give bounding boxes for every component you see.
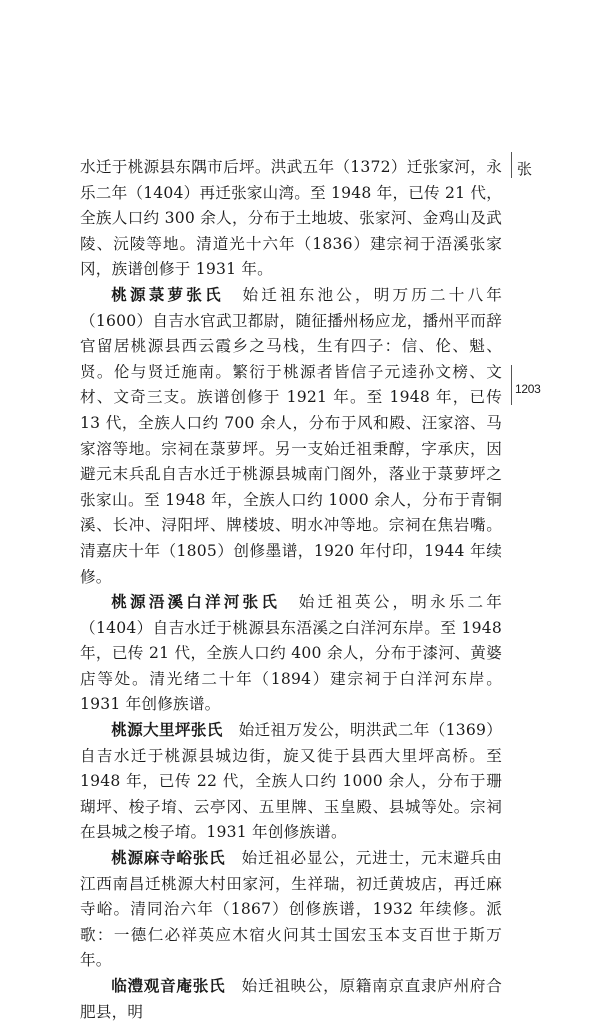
side-rule-top — [511, 152, 512, 178]
entry-heading: 桃源浯溪白洋河张氏 — [111, 593, 280, 612]
side-index-label: 张 — [517, 160, 533, 178]
entry-heading: 桃源麻寺峪张氏 — [111, 849, 226, 868]
paragraph-body: 始迁祖映公，原籍南京直隶庐州府合肥县，明 — [80, 977, 503, 1021]
paragraph-continuation — [80, 155, 502, 283]
paragraph-entry — [80, 718, 502, 846]
entry-heading: 临澧观音庵张氏 — [111, 977, 226, 995]
paragraph-body: 始迁祖东池公，明万历二十八年（1600）自吉水官武卫都尉，随征播州杨应龙，播州平而辞官留居桃源县西云霞乡之马栈，生有四子：信、伦、魁、贤。伦与贤迁施南。繁衍于桃源者皆信子元逵孙文榜、文材、文奇三支。族谱创修于 1921 年。至 1948 年，已传 13 代，全族人口约 700 余人，分布于风和殿、汪家溶、马家溶等地。宗祠在菉萝坪。另一支始迁祖秉醇，字承庆，因避元末兵乱自吉水迁于桃源县城南门阁外，落业于菉萝坪之张家山。至 1948 年，全族人口约 1000 余人，分布于青铜溪、长冲、浔阳坪、牌楼坡、明水冲等地。宗祠在焦岩嘴。清嘉庆十年（1805）创修墨谱，1920 年付印，1944 年续修。 — [80, 285, 502, 586]
paragraph-entry — [80, 846, 502, 974]
paragraph-body: 水迁于桃源县东隅市后坪。洪武五年（1372）迁张家河，永乐二年（1404）再迁张家山湾。至 1948 年，已传 21 代，全族人口约 300 余人，分布于土地坡、张家河、金鸡山及武陵、沅陵等地。清道光十六年（1836）建宗祠于浯溪张家冈，族谱创修于 1931 年。 — [80, 158, 502, 279]
page-number: 1203 — [515, 382, 541, 396]
paragraph-body: 始迁祖必显公，元进士，元末避兵由江西南昌迁桃源大村田家河，生祥瑞，初迁黄坡店，再迁麻寺峪。清同治六年（1867）创修族谱，1932 年续修。派歌：一德仁必祥英应木宿火问其士国宏玉本支百世于斯万年。 — [80, 849, 503, 970]
paragraph-entry — [80, 283, 502, 590]
main-text — [80, 155, 502, 1025]
paragraph-entry — [80, 590, 502, 718]
entry-heading: 桃源菉萝张氏 — [111, 285, 224, 304]
paragraph-body: 始迁祖万发公，明洪武二年（1369）自吉水迁于桃源县城边街，旋又徙于县西大里坪高桥。至 1948 年，已传 22 代，全族人口约 1000 余人，分布于珊瑚坪、梭子堉、云亭冈、五里牌、玉皇殿、县城等处。宗祠在县城之梭子堉。1931 年创修族谱。 — [80, 721, 503, 842]
entry-heading: 桃源大里坪张氏 — [111, 721, 223, 740]
side-rule-middle — [511, 365, 512, 405]
paragraph-entry — [80, 974, 502, 1025]
paragraph-body: 始迁祖英公，明永乐二年（1404）自吉水迁于桃源县东浯溪之白洋河东岸。至 1948 年，已传 21 代，全族人口约 400 余人，分布于漆河、黄婆店等处。清光绪二十年（1894）建宗祠于白洋河东岸。1931 年创修族谱。 — [80, 593, 502, 714]
